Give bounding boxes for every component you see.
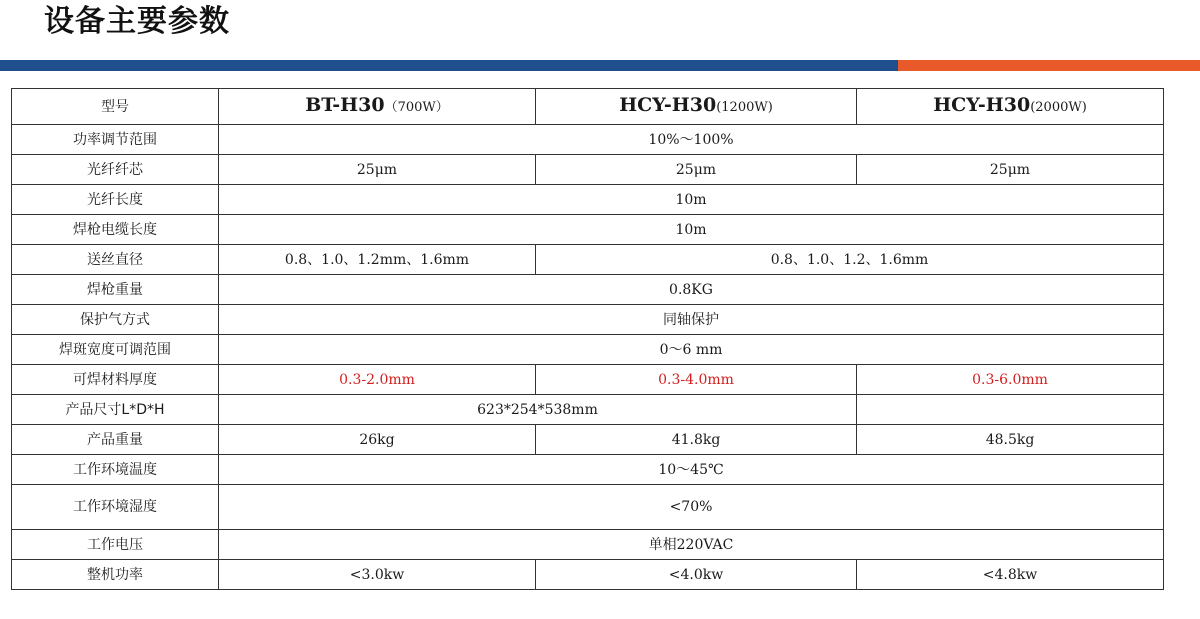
row-value: 同轴保护 (219, 305, 1164, 335)
row-value: 0～6 mm (219, 335, 1164, 365)
header-band-orange (898, 60, 1200, 71)
row-label: 整机功率 (12, 560, 219, 590)
model-cell (219, 89, 536, 125)
model-name: HCY-H30 (619, 94, 717, 116)
table-row (12, 125, 1164, 155)
table-row (12, 395, 1164, 425)
row-value-empty (857, 395, 1164, 425)
row-value: 0.3-6.0mm (857, 365, 1164, 395)
row-value: <3.0kw (219, 560, 536, 590)
model-power: (2000W) (1030, 100, 1087, 115)
row-value: <4.8kw (857, 560, 1164, 590)
page-title: 设备主要参数 (44, 4, 230, 39)
table-header-row (12, 89, 1164, 125)
table-row (12, 455, 1164, 485)
row-value: 0.8、1.0、1.2mm、1.6mm (219, 245, 536, 275)
row-label: 保护气方式 (12, 305, 219, 335)
header-band-blue (0, 60, 898, 71)
table-row (12, 365, 1164, 395)
row-label: 焊枪重量 (12, 275, 219, 305)
table-row (12, 245, 1164, 275)
row-label: 焊枪电缆长度 (12, 215, 219, 245)
table-row (12, 425, 1164, 455)
row-value: 10m (219, 185, 1164, 215)
row-label: 产品重量 (12, 425, 219, 455)
model-name: HCY-H30 (933, 94, 1031, 116)
row-value: <70% (219, 485, 1164, 530)
model-power: （700W） (384, 100, 449, 115)
row-value: 25μm (219, 155, 536, 185)
row-value: 0.3-2.0mm (219, 365, 536, 395)
row-value: 48.5kg (857, 425, 1164, 455)
row-label: 工作电压 (12, 530, 219, 560)
table-row (12, 560, 1164, 590)
row-label: 光纤纤芯 (12, 155, 219, 185)
row-label: 工作环境湿度 (12, 485, 219, 530)
header-label: 型号 (12, 89, 219, 125)
row-value: 623*254*538mm (219, 395, 857, 425)
row-value: 25μm (536, 155, 857, 185)
row-value: 10m (219, 215, 1164, 245)
row-value: 单相220VAC (219, 530, 1164, 560)
row-label: 送丝直径 (12, 245, 219, 275)
table-row (12, 275, 1164, 305)
row-value: 41.8kg (536, 425, 857, 455)
model-name: BT-H30 (305, 94, 385, 116)
row-label: 工作环境温度 (12, 455, 219, 485)
table-row (12, 530, 1164, 560)
spec-table (11, 88, 1164, 590)
row-value: 26kg (219, 425, 536, 455)
row-value: 25μm (857, 155, 1164, 185)
row-label: 光纤长度 (12, 185, 219, 215)
table-row (12, 485, 1164, 530)
table-row (12, 155, 1164, 185)
table-row (12, 215, 1164, 245)
row-label: 产品尺寸L*D*H (12, 395, 219, 425)
table-row (12, 305, 1164, 335)
row-value: 10%～100% (219, 125, 1164, 155)
row-label: 焊斑宽度可调范围 (12, 335, 219, 365)
table-row (12, 185, 1164, 215)
row-label: 功率调节范围 (12, 125, 219, 155)
model-cell (536, 89, 857, 125)
row-value: <4.0kw (536, 560, 857, 590)
table-row (12, 335, 1164, 365)
model-power: (1200W) (716, 100, 773, 115)
row-value: 0.8KG (219, 275, 1164, 305)
row-label: 可焊材料厚度 (12, 365, 219, 395)
row-value: 0.8、1.0、1.2、1.6mm (536, 245, 1164, 275)
row-value: 0.3-4.0mm (536, 365, 857, 395)
model-cell (857, 89, 1164, 125)
row-value: 10～45℃ (219, 455, 1164, 485)
